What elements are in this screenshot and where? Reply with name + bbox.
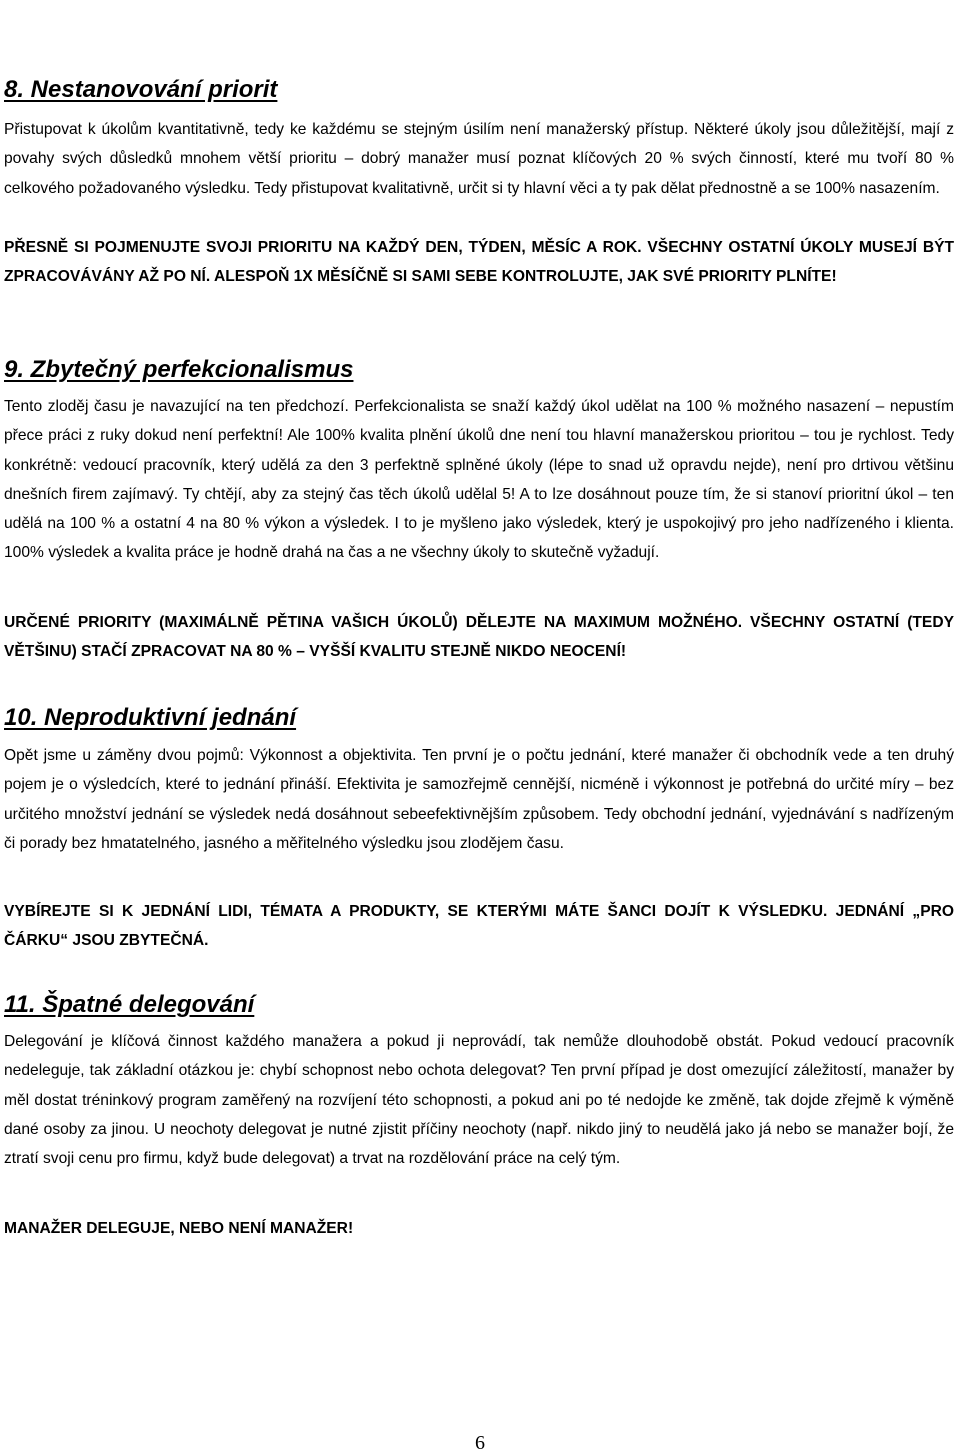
section-9-emphasis: URČENÉ PRIORITY (MAXIMÁLNĚ PĚTINA VAŠICH ÚKOLŮ) DĚLEJTE NA MAXIMUM MOŽNÉHO. VŠECHNY OSTATNÍ (TEDY VĚTŠINU) STAČÍ ZPRACOVAT NA 80 % – VYŠŠÍ KVALITU STEJNĚ NIKDO NEOCENÍ! (4, 614, 954, 661)
section-10-heading: 10. Neproduktivní jednání (4, 704, 297, 731)
section-9-heading: 9. Zbytečný perfekcionalismus (4, 356, 354, 383)
section-8-body: Přistupovat k úkolům kvantitativně, tedy ke každému se stejným úsilím není manažerský přístup. Některé úkoly jsou důležitější, mají z povahy svých důsledků mnohem větší prioritu – dobrý manažer musí poznat klíčových 20 % svých činností, které mu tvoří 80 % celkového požadovaného výsledku. Tedy přistupovat kvalitativně, určit si ty hlavní věci a ty pak dělat přednostně a se 100% nasazením. (4, 121, 954, 197)
section-11-emphasis: MANAŽER DELEGUJE, NEBO NENÍ MANAŽER! (4, 1220, 354, 1237)
section-8-emphasis: PŘESNĚ SI POJMENUJTE SVOJI PRIORITU NA KAŽDÝ DEN, TÝDEN, MĚSÍC A ROK. VŠECHNY OSTATNÍ ÚKOLY MUSEJÍ BÝT ZPRACOVÁVÁNY AŽ PO NÍ. ALESPOŇ 1X MĚSÍČNĚ SI SAMI SEBE KONTROLUJTE, JAK SVÉ PRIORITY PLNÍTE! (4, 239, 954, 286)
section-10-emphasis: VYBÍREJTE SI K JEDNÁNÍ LIDI, TÉMATA A PRODUKTY, SE KTERÝMI MÁTE ŠANCI DOJÍT K VÝSLEDKU. JEDNÁNÍ „PRO ČÁRKU“ JSOU ZBYTEČNÁ. (4, 903, 954, 950)
section-9-body: Tento zloděj času je navazující na ten předchozí. Perfekcionalista se snaží každý úkol udělat na 100 % možného nasazení – nepustím přece práci z ruky dokud není perfektní! Ale 100% kvalita plnění úkolů dne není tou hlavní manažerskou prioritou – tou je rychlost. Tedy konkrétně: vedoucí pracovník, který udělá za den 3 perfektně splněné úkoly (lépe to snad už opravdu nejde), není pro drtivou většinu dnešních firem zajímavý. Ty chtějí, aby za stejný čas těch úkolů udělal 5! A to lze dosáhnout pouze tím, že si stanoví prioritní úkol – ten udělá na 100 % a ostatní 4 na 80 % výkon a výsledek. I to je myšleno jako výsledek, který je uspokojivý pro jeho nadřízeného i klienta. 100% výsledek a kvalita práce je hodně drahá na čas a ne všechny úkoly to skutečně vyžadují. (4, 398, 954, 562)
section-11-body: Delegování je klíčová činnost každého manažera a pokud ji neprovádí, tak nemůže dlouhodobě obstát. Pokud vedoucí pracovník nedeleguje, tak základní otázkou je: chybí schopnost nebo ochota delegovat? Ten první případ je dost omezující záležitostí, manažer by měl dostat tréninkový program zaměřený na rozvíjení této schopnosti, a pokud ani po té nedojde ke změně, tak dojde zřejmě k výměně dané osoby za jinou. U neochoty delegovat je nutné zjistit příčiny neochoty (např. nikdo jiný to neudělá jako já nebo se manažer bojí, že ztratí svoji cenu pro firmu, když bude delegovat) a trvat na rozdělování práce na celý tým. (4, 1033, 954, 1168)
section-11-heading: 11. Špatné delegování (4, 991, 255, 1018)
section-10-body: Opět jsme u záměny dvou pojmů: Výkonnost a objektivita. Ten první je o počtu jednání, které manažer či obchodník vede a ten druhý pojem je o výsledcích, které to jednání přináší. Efektivita je samozřejmě cennější, nicméně i výkonnost je potřebná do určité míry – bez určitého množství jednání se výsledek nedá dosáhnout sebeefektivnějším způsobem. Tedy obchodní jednání, vyjednávání s nadřízeným či porady bez hmatatelného, jasného a měřitelného výsledku jsou zlodějem času. (4, 747, 954, 852)
section-8-heading: 8. Nestanovování priorit (4, 76, 278, 103)
page-number: 6 (475, 1432, 485, 1454)
